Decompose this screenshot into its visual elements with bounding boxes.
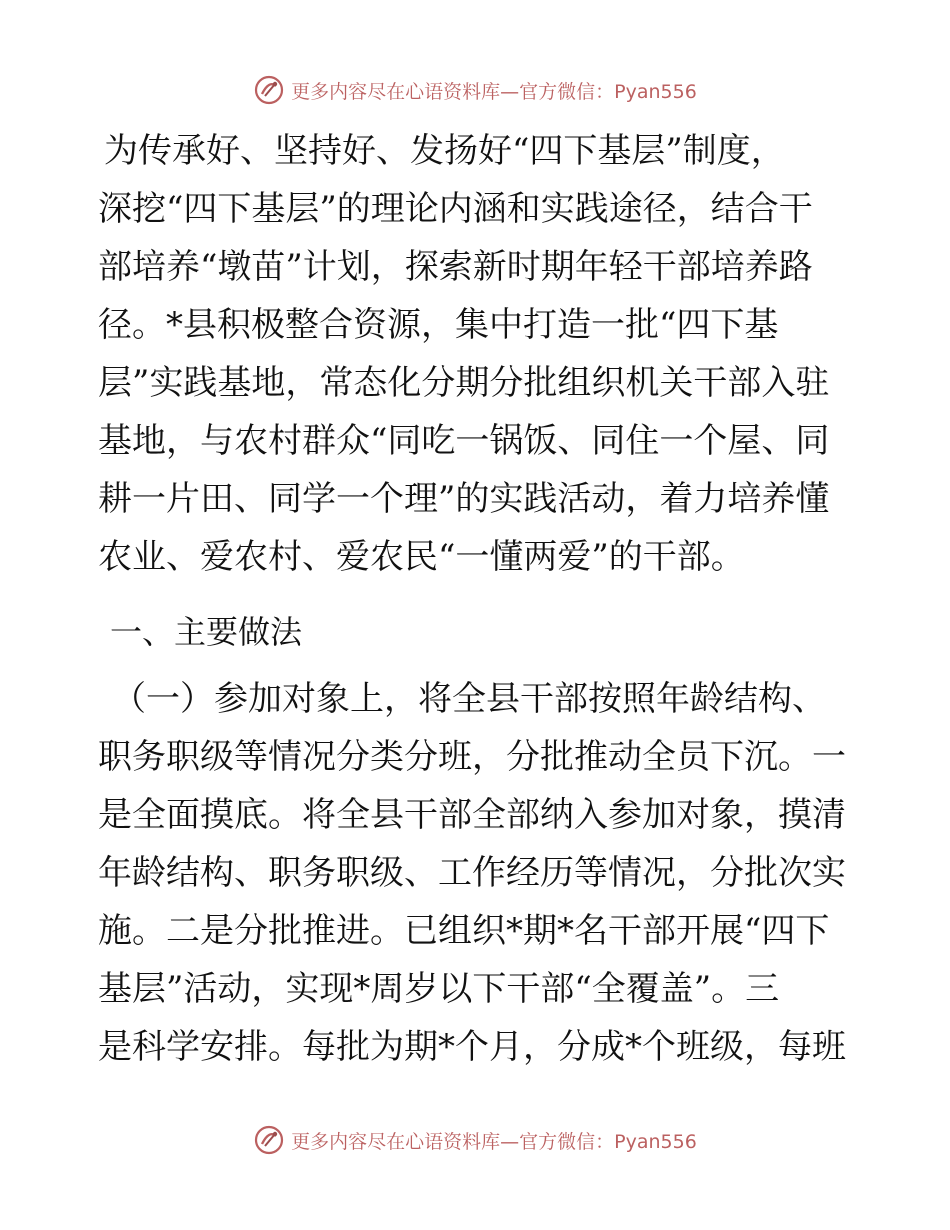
- paragraph-line: 基层”活动，实现*周岁以下干部“全覆盖”。三: [98, 969, 780, 1009]
- document-body: [98, 122, 858, 1076]
- watermark-text: 更多内容尽在心语资料库—官方微信：Pyan556: [291, 80, 697, 103]
- paragraph-line: 是全面摸底。将全县干部全部纳入参加对象，摸清: [98, 795, 846, 835]
- paragraph-line: 层”实践基地，常态化分期分批组织机关干部入驻: [98, 363, 830, 403]
- logo-icon: [253, 74, 285, 106]
- paragraph-line: 为传承好、坚持好、发扬好“四下基层”制度，: [104, 131, 785, 171]
- watermark-header: [0, 70, 950, 110]
- watermark-footer: [0, 1120, 950, 1160]
- paragraph-line: 农业、爱农村、爱农民“一懂两爱”的干部。: [98, 537, 745, 577]
- paragraph-line: 部培养“墩苗”计划，探索新时期年轻干部培养路: [98, 247, 813, 287]
- watermark-text: 更多内容尽在心语资料库—官方微信：Pyan556: [291, 1130, 697, 1153]
- paragraph-line: 年龄结构、职务职级、工作经历等情况，分批次实: [98, 853, 846, 893]
- paragraph-line: （一）参加对象上，将全县干部按照年龄结构、: [112, 679, 826, 719]
- paragraph-line: 是科学安排。每批为期*个月，分成*个班级，每班: [98, 1027, 846, 1067]
- logo-icon: [253, 1124, 285, 1156]
- section-heading: 一、主要做法: [110, 613, 303, 651]
- paragraph-line: 深挖“四下基层”的理论内涵和实践途径，结合干: [98, 189, 813, 229]
- paragraph-line: 基地，与农村群众“同吃一锅饭、同住一个屋、同: [98, 421, 830, 461]
- paragraph-line: 施。二是分批推进。已组织*期*名干部开展“四下: [98, 911, 830, 951]
- paragraph-line: 耕一片田、同学一个理”的实践活动，着力培养懂: [98, 479, 830, 519]
- paragraph-line: 职务职级等情况分类分班，分批推动全员下沉。一: [98, 737, 846, 777]
- paragraph-line: 径。*县积极整合资源，集中打造一批“四下基: [98, 305, 779, 345]
